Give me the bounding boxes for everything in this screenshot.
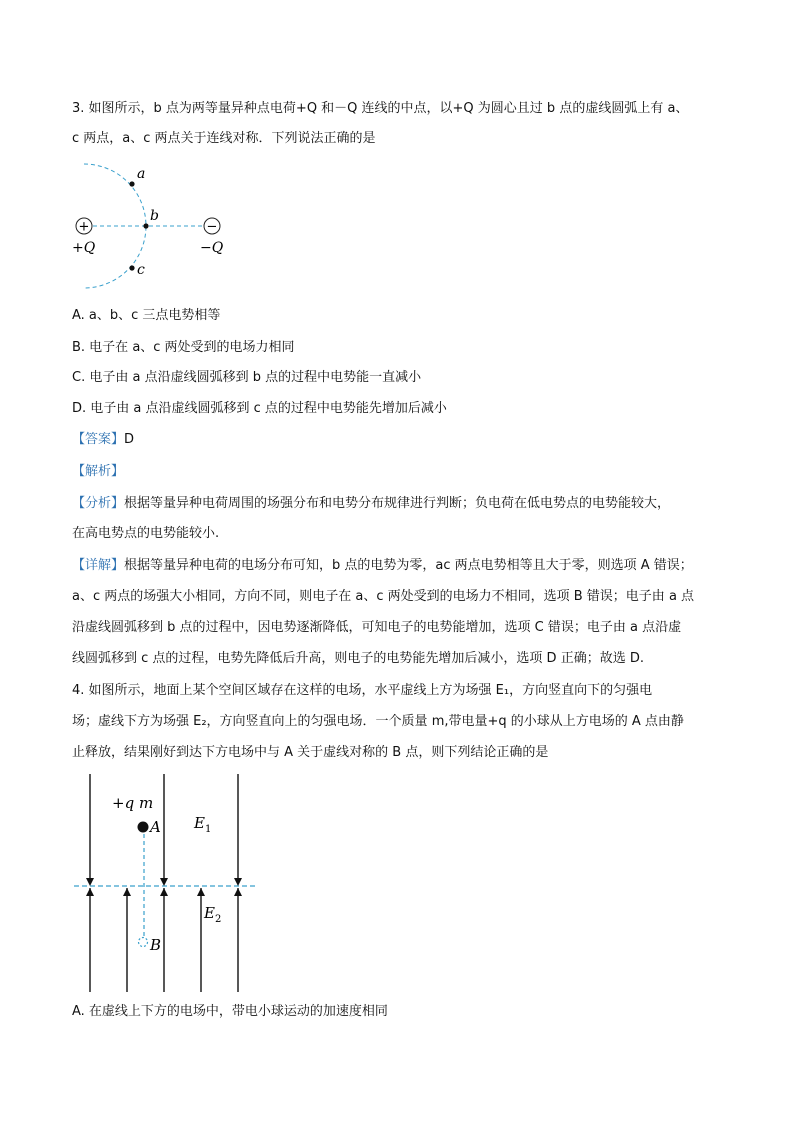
answer-tag: 【答案】 — [72, 432, 125, 447]
point-b — [143, 223, 148, 228]
q4-stem-line-3: 止释放，结果刚好到达下方电场中与 A 关于虚线对称的 B 点，则下列结论正确的是 — [72, 745, 549, 760]
label-a: a — [137, 166, 146, 182]
label-E1: $E_1$ — [194, 814, 212, 835]
point-a — [129, 181, 134, 186]
label-pos-q: +Q — [72, 240, 96, 256]
arrow-down-1 — [86, 878, 94, 886]
fenxi-text-1: 根据等量异种电荷周围的场强分布和电势分布规律进行判断；负电荷在低电势点的电势能较大， — [124, 496, 671, 511]
arrow-up-5 — [234, 888, 242, 896]
arrow-up-1 — [86, 888, 94, 896]
arrow-up-2 — [123, 888, 131, 896]
q4-stem-line-1: 4. 如图所示，地面上某个空间区域存在这样的电场，水平虚线上方为场强 E₁，方向竖直向下的匀强电 — [72, 683, 653, 698]
xiangjie-line-2: a、c 两点的场强大小相同，方向不同，则电子在 a、c 两处受到的电场力不相同，选项 B 错误；电子由 a 点 — [72, 589, 695, 604]
label-A: A — [150, 818, 161, 836]
arrow-up-3 — [160, 888, 168, 896]
label-B: B — [150, 936, 162, 954]
q3-stem-line-2: c 两点，a、c 两点关于连线对称．下列说法正确的是 — [72, 131, 376, 146]
arrow-down-2 — [160, 878, 168, 886]
q3-figure — [62, 158, 232, 298]
ball-b — [139, 938, 148, 947]
arrow-down-3 — [234, 878, 242, 886]
label-E2: $E_2$ — [204, 904, 222, 925]
point-c — [129, 265, 134, 270]
xiangjie-text-1: 根据等量异种电荷的电场分布可知，b 点的电势为零，ac 两点电势相等且大于零，则选项 A 错误； — [124, 558, 693, 573]
label-b: b — [150, 208, 159, 224]
q4-stem-line-2: 场；虚线下方为场强 E₂，方向竖直向上的匀强电场．一个质量 m,带电量+q 的小球从上方电场的 A 点由静 — [72, 714, 684, 729]
xiangjie-line-4: 线圆弧移到 c 点的过程，电势先降低后升高，则电子的电势能先增加后减小，选项 D 正确；故选 D. — [72, 651, 644, 666]
label-E1-sub: 1 — [204, 824, 212, 835]
q4-figure — [70, 770, 270, 996]
analysis-line — [72, 464, 124, 480]
q3-stem-line-1: 3. 如图所示，b 点为两等量异种点电荷+Q 和－Q 连线的中点，以+Q 为圆心且过 b 点的虚线圆弧上有 a、 — [72, 101, 689, 116]
answer-line — [72, 432, 134, 448]
label-qm: +q m — [112, 794, 154, 812]
q3-option-b: B. 电子在 a、c 两处受到的电场力相同 — [72, 340, 295, 355]
negative-sign: − — [206, 219, 218, 235]
ball-a — [138, 822, 149, 833]
fenxi-line-1 — [72, 496, 670, 512]
label-neg-q: −Q — [200, 240, 224, 256]
positive-sign: + — [78, 219, 90, 235]
q3-option-d: D. 电子由 a 点沿虚线圆弧移到 c 点的过程中电势能先增加后减小 — [72, 401, 447, 416]
label-E2-sub: 2 — [214, 914, 222, 925]
xiangjie-line-3: 沿虚线圆弧移到 b 点的过程中，因电势逐渐降低，可知电子的电势能增加，选项 C 错误；电子由 a 点沿虚 — [72, 620, 682, 635]
xiangjie-tag: 【详解】 — [72, 558, 125, 573]
xiangjie-line-1 — [72, 558, 693, 574]
q3-option-c: C. 电子由 a 点沿虚线圆弧移到 b 点的过程中电势能一直减小 — [72, 370, 422, 385]
fenxi-line-2: 在高电势点的电势能较小. — [72, 526, 220, 541]
label-c: c — [137, 262, 145, 278]
answer-value: D — [124, 432, 135, 447]
q3-option-a: A. a、b、c 三点电势相等 — [72, 308, 221, 323]
fenxi-tag: 【分析】 — [72, 496, 125, 511]
q4-option-a: A. 在虚线上下方的电场中，带电小球运动的加速度相同 — [72, 1004, 388, 1019]
arrow-up-4 — [197, 888, 205, 896]
analysis-tag: 【解析】 — [72, 464, 125, 479]
